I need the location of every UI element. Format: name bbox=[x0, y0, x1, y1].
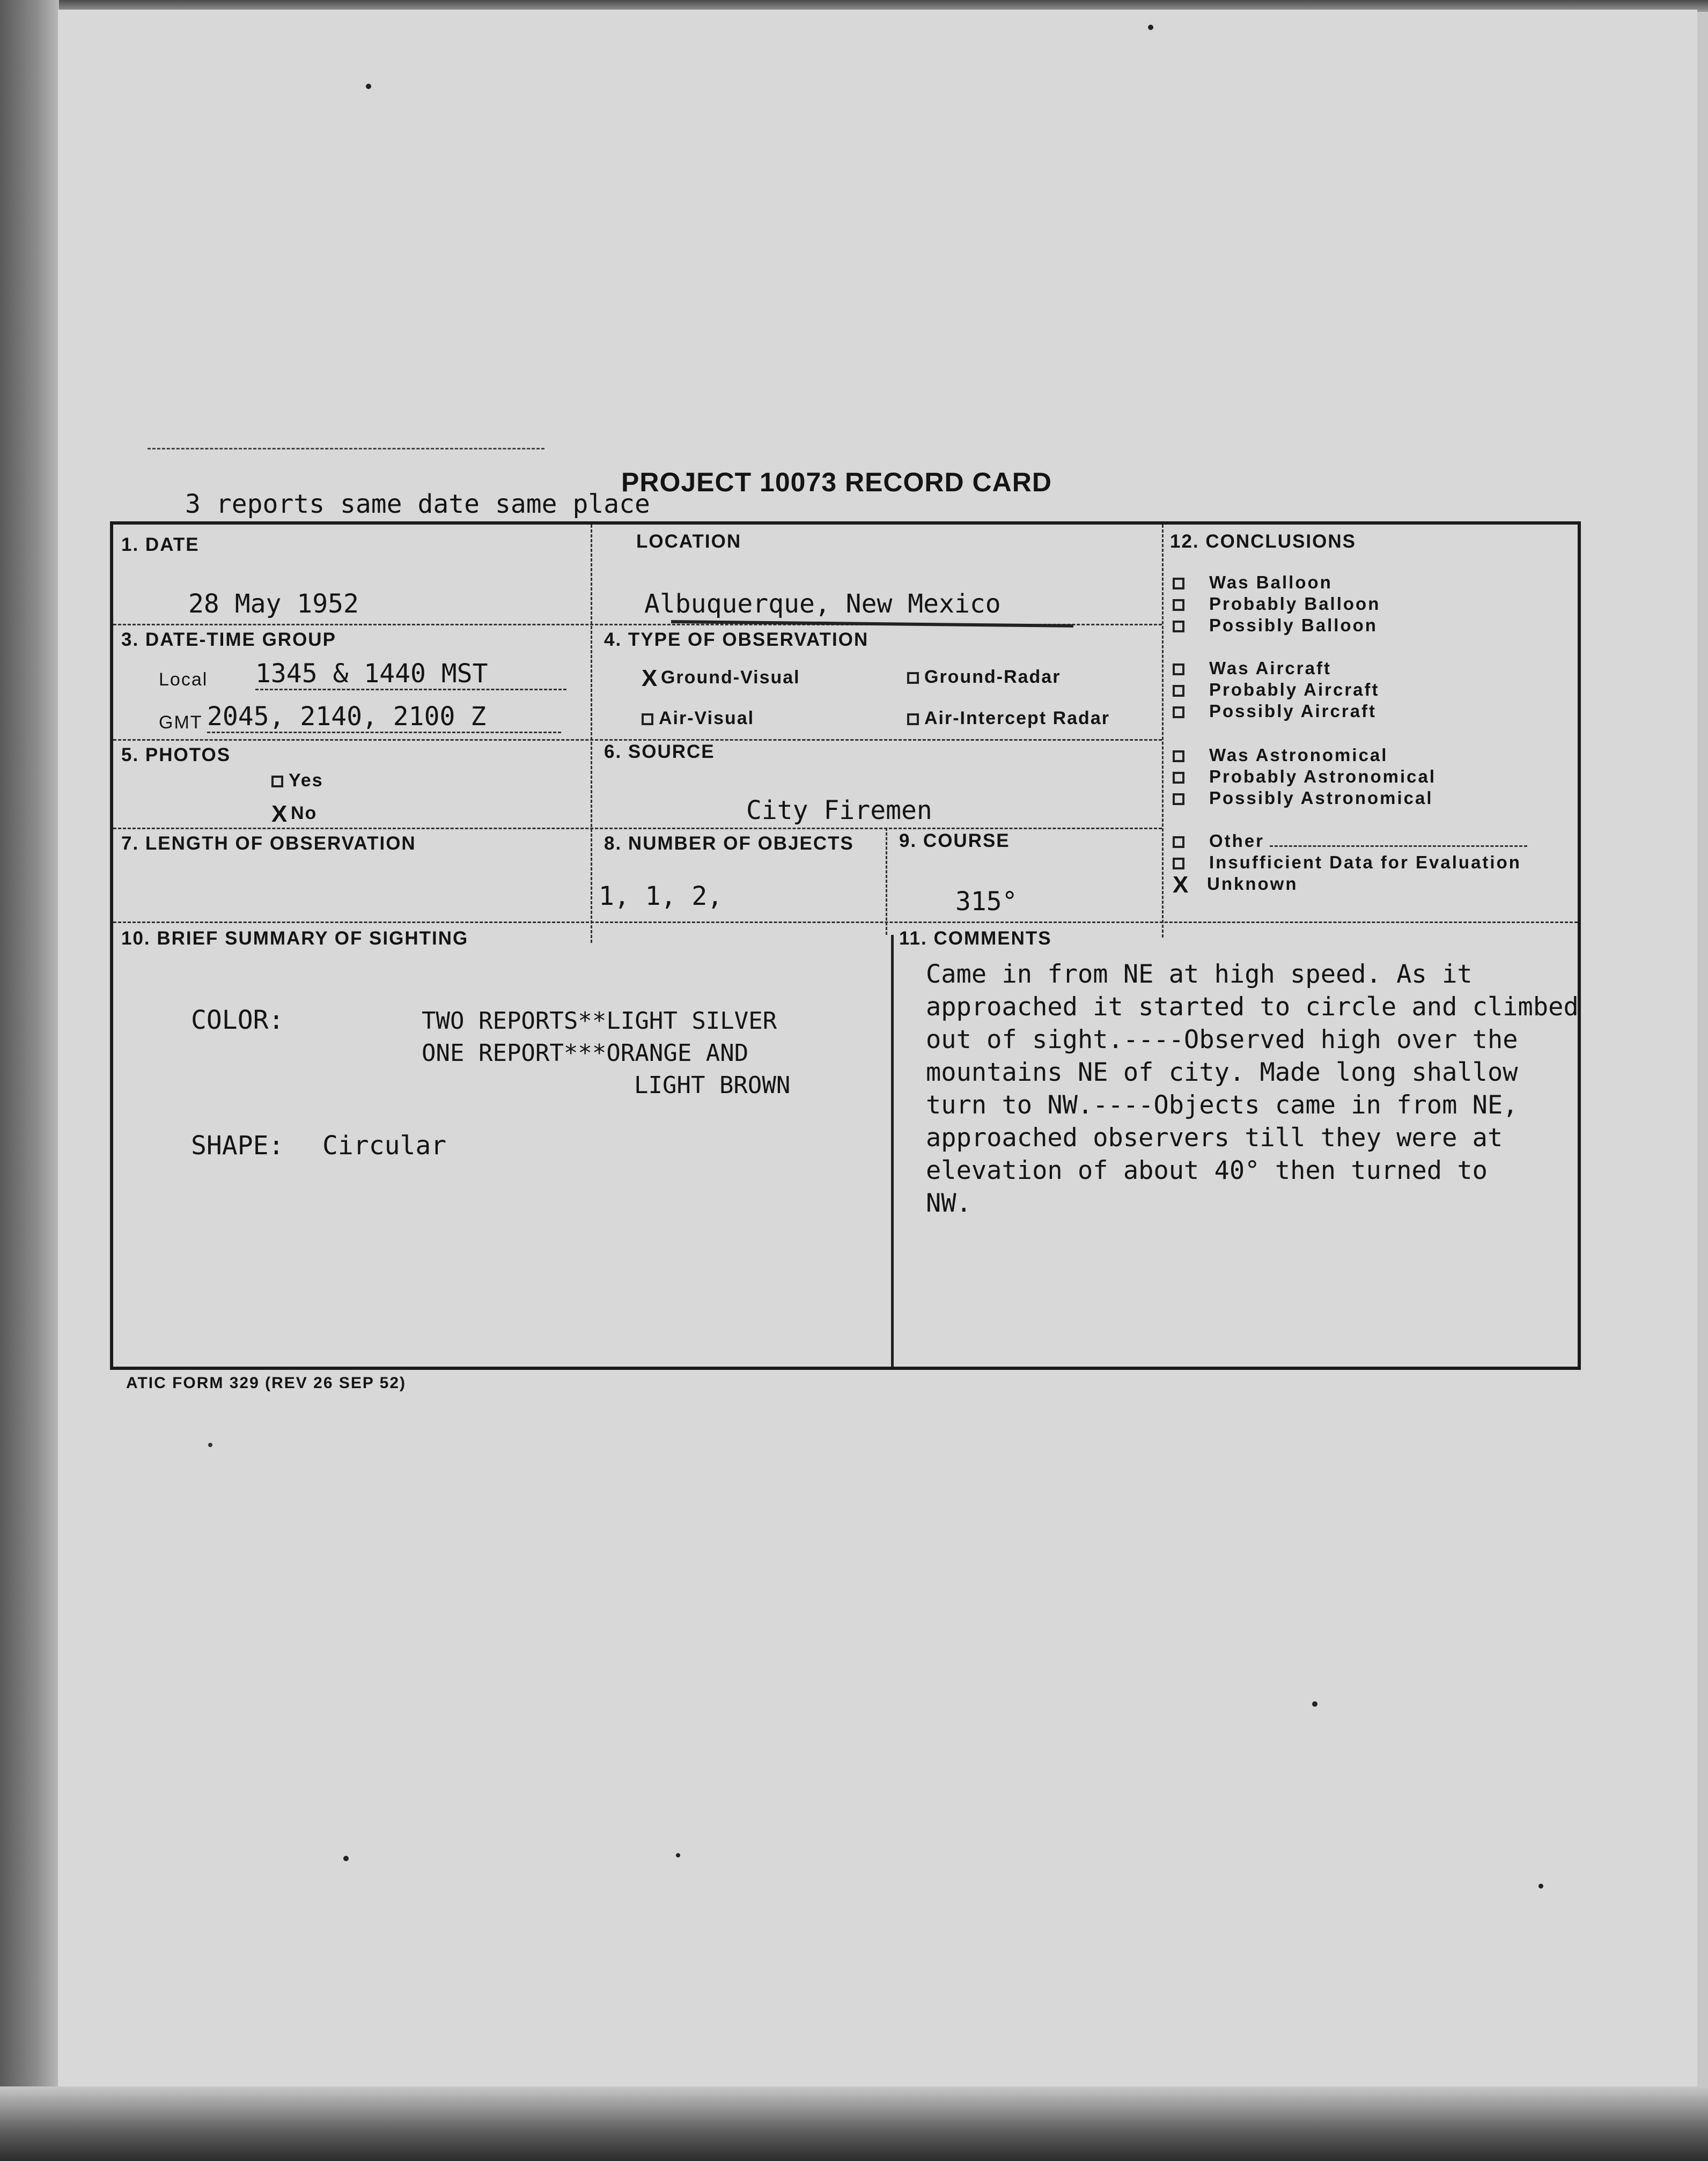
gmt-label: GMT bbox=[159, 712, 203, 733]
conclusion-probably-balloon: Probably Balloon bbox=[1173, 593, 1380, 615]
color-description bbox=[422, 1005, 790, 1102]
dust-speck bbox=[1312, 1701, 1317, 1707]
conclusion-probably-astronomical: Probably Astronomical bbox=[1173, 766, 1436, 787]
photos-yes: Yes bbox=[271, 770, 323, 791]
comments-text bbox=[926, 958, 1579, 1220]
comment-line-3: out of sight.----Observed high over the bbox=[926, 1025, 1518, 1054]
photos-yes-checkbox bbox=[271, 776, 283, 787]
observation-air-intercept-radar: Air-Intercept Radar bbox=[907, 708, 1110, 729]
comment-line-2: approached it started to circle and climbed bbox=[926, 992, 1579, 1022]
dust-speck bbox=[343, 1856, 349, 1861]
comments-label: 11. COMMENTS bbox=[899, 928, 1052, 949]
conclusions-group-balloon bbox=[1173, 572, 1380, 636]
dust-speck bbox=[208, 1443, 212, 1447]
date-label: 1. DATE bbox=[121, 534, 200, 555]
conclusion-possibly-astronomical: Possibly Astronomical bbox=[1173, 787, 1436, 809]
divider-h-3 bbox=[113, 828, 1162, 829]
number-of-objects-label: 8. NUMBER OF OBJECTS bbox=[604, 833, 854, 854]
conclusion-was-balloon: Was Balloon bbox=[1173, 572, 1380, 593]
conclusion-possibly-aircraft: Possibly Aircraft bbox=[1173, 700, 1380, 722]
top-rule bbox=[148, 448, 544, 449]
dust-speck bbox=[676, 1853, 680, 1857]
ground-visual-checked-mark: X bbox=[642, 665, 659, 691]
observation-ground-radar: Ground-Radar bbox=[907, 667, 1061, 688]
film-edge-left bbox=[0, 0, 59, 2161]
length-of-observation-label: 7. LENGTH OF OBSERVATION bbox=[121, 833, 416, 854]
observation-ground-visual: X Ground-Visual bbox=[642, 665, 800, 691]
air-intercept-radar-checkbox bbox=[907, 713, 919, 725]
observation-air-visual: Air-Visual bbox=[642, 708, 754, 729]
dust-speck bbox=[1148, 25, 1153, 30]
source-value: City Firemen bbox=[746, 795, 932, 825]
form-number: ATIC FORM 329 (REV 26 SEP 52) bbox=[126, 1374, 407, 1392]
conclusion-was-aircraft: Was Aircraft bbox=[1173, 658, 1380, 679]
date-value: 28 May 1952 bbox=[188, 589, 359, 619]
location-underline bbox=[671, 620, 1073, 628]
photos-no-checked-mark: X bbox=[271, 801, 289, 827]
conclusion-insufficient-data: Insufficient Data for Evaluation bbox=[1173, 852, 1527, 873]
divider-h-4 bbox=[113, 921, 1578, 923]
record-card bbox=[110, 521, 1581, 1370]
local-label: Local bbox=[159, 669, 208, 690]
color-line-2: ONE REPORT***ORANGE AND bbox=[422, 1039, 749, 1067]
conclusion-was-astronomical: Was Astronomical bbox=[1173, 744, 1436, 766]
divider-v-objects bbox=[886, 828, 887, 935]
comment-line-8: NW. bbox=[926, 1189, 971, 1218]
shape-label: SHAPE: bbox=[191, 1131, 284, 1161]
shape-value: Circular bbox=[322, 1131, 447, 1161]
photos-label: 5. PHOTOS bbox=[121, 744, 231, 765]
conclusions-group-aircraft bbox=[1173, 658, 1380, 722]
type-of-observation-label: 4. TYPE OF OBSERVATION bbox=[604, 629, 869, 650]
conclusions-group-astronomical bbox=[1173, 744, 1436, 809]
divider-v-conclusions bbox=[1162, 525, 1164, 938]
dust-speck bbox=[1538, 1884, 1543, 1889]
divider-v-comments bbox=[891, 935, 894, 1367]
divider-h-2 bbox=[113, 739, 1162, 741]
photos-no: X No bbox=[271, 801, 318, 827]
source-label: 6. SOURCE bbox=[604, 741, 715, 762]
conclusions-label: 12. CONCLUSIONS bbox=[1170, 531, 1356, 552]
summary-label: 10. BRIEF SUMMARY OF SIGHTING bbox=[121, 928, 469, 949]
gmt-time-value: 2045, 2140, 2100 Z bbox=[207, 702, 561, 733]
unknown-checked-mark: X bbox=[1173, 872, 1190, 898]
location-label: LOCATION bbox=[636, 531, 742, 552]
air-visual-checkbox bbox=[642, 713, 653, 725]
location-value: Albuquerque, New Mexico bbox=[644, 589, 1001, 619]
comment-line-6: approached observers till they were at bbox=[926, 1123, 1503, 1153]
course-label: 9. COURSE bbox=[899, 830, 1010, 851]
comment-line-1: Came in from NE at high speed. As it bbox=[926, 960, 1473, 989]
conclusion-other: Other bbox=[1173, 830, 1527, 852]
dust-speck bbox=[366, 84, 371, 89]
card-title: PROJECT 10073 RECORD CARD bbox=[621, 467, 1052, 497]
ground-radar-checkbox bbox=[907, 672, 919, 684]
conclusion-possibly-balloon: Possibly Balloon bbox=[1173, 615, 1380, 636]
color-label: COLOR: bbox=[191, 1005, 284, 1035]
conclusion-probably-aircraft: Probably Aircraft bbox=[1173, 679, 1380, 700]
course-value: 315° bbox=[955, 887, 1018, 917]
date-time-group-label: 3. DATE-TIME GROUP bbox=[121, 629, 336, 650]
conclusions-group-other bbox=[1173, 830, 1527, 896]
color-line-3: LIGHT BROWN bbox=[634, 1072, 791, 1099]
comment-line-5: turn to NW.----Objects came in from NE, bbox=[926, 1090, 1518, 1120]
comment-line-7: elevation of about 40° then turned to bbox=[926, 1156, 1488, 1185]
color-line-1: TWO REPORTS**LIGHT SILVER bbox=[422, 1007, 777, 1035]
comment-line-4: mountains NE of city. Made long shallow bbox=[926, 1058, 1518, 1087]
card-note: 3 reports same date same place bbox=[185, 489, 650, 519]
divider-v-left bbox=[591, 525, 592, 943]
conclusion-unknown: X Unknown bbox=[1173, 872, 1298, 898]
number-of-objects-value: 1, 1, 2, bbox=[599, 881, 723, 911]
film-edge-bottom bbox=[0, 2086, 1708, 2161]
local-time-value: 1345 & 1440 MST bbox=[255, 659, 566, 690]
